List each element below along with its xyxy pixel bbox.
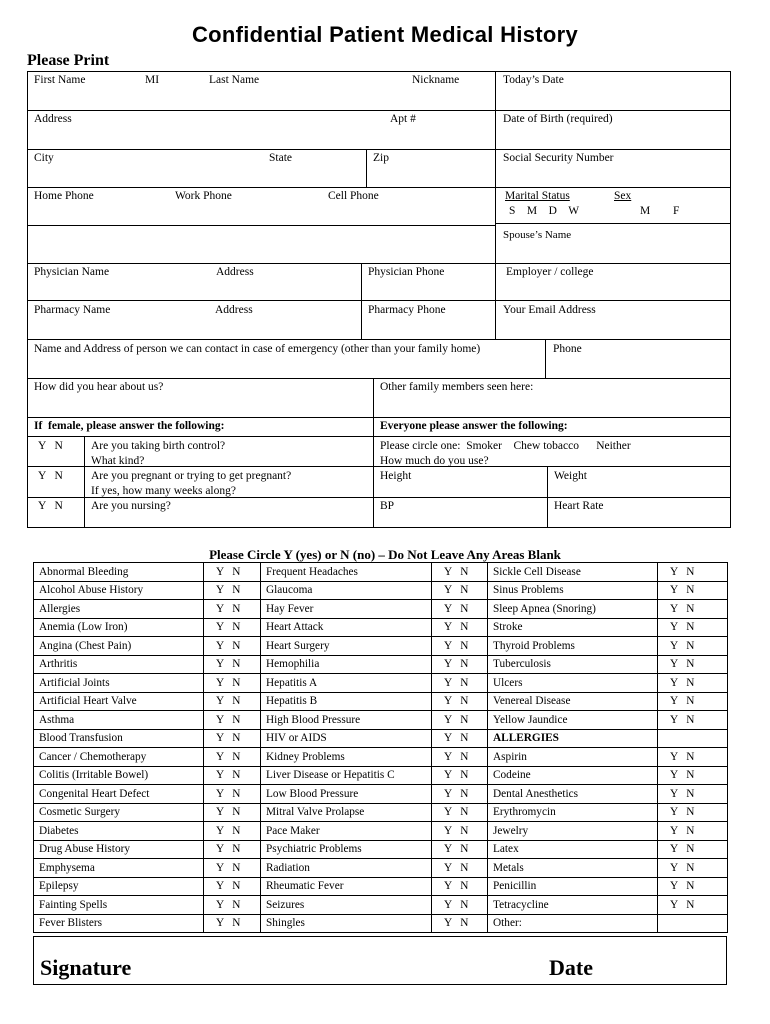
yes-no-circle[interactable]: Y N [658,896,728,915]
physician-phone-label: Physician Phone [368,266,445,278]
heart-rate-label: Heart Rate [554,500,604,512]
marital-status-label: Marital Status [505,190,570,202]
condition-name: Liver Disease or Hepatitis C [261,766,432,785]
how-much-question: How much do you use? [380,455,489,467]
yes-no-circle[interactable]: Y N [658,766,728,785]
table-row [34,600,728,619]
yes-no-circle[interactable]: Y N [204,600,261,619]
nursing-yn[interactable]: Y N [38,500,63,512]
condition-name: Anemia (Low Iron) [34,618,204,637]
condition-name: HIV or AIDS [261,729,432,748]
yes-no-circle[interactable]: Y N [432,785,488,804]
condition-name: Rheumatic Fever [261,877,432,896]
apt-label: Apt # [390,113,416,125]
email-label: Your Email Address [503,304,596,316]
condition-name: Artificial Heart Valve [34,692,204,711]
yes-no-circle[interactable]: Y N [204,766,261,785]
condition-name: Heart Surgery [261,637,432,656]
birth-control-yn[interactable]: Y N [38,440,63,452]
yes-no-circle[interactable]: Y N [204,859,261,878]
condition-name: Tetracycline [488,896,658,915]
pregnant-question: Are you pregnant or trying to get pregnant? [91,470,292,482]
pregnant-yn[interactable]: Y N [38,470,63,482]
condition-name: Fever Blisters [34,914,204,933]
condition-name: Sickle Cell Disease [488,563,658,582]
zip-label: Zip [373,152,389,164]
condition-name: Colitis (Irritable Bowel) [34,766,204,785]
table-row [34,729,728,748]
table-row [34,748,728,767]
yes-no-circle[interactable]: Y N [204,563,261,582]
condition-name: Mitral Valve Prolapse [261,803,432,822]
yes-no-circle[interactable]: Y N [658,748,728,767]
yes-no-circle[interactable]: Y N [204,692,261,711]
smoker-question: Please circle one: Smoker Chew tobacco Neither [380,440,631,452]
nickname-label: Nickname [412,74,460,86]
yes-no-circle[interactable]: Y N [658,581,728,600]
dob-label: Date of Birth (required) [503,113,613,125]
yes-no-circle[interactable]: Y N [204,822,261,841]
yes-no-circle[interactable]: Y N [658,637,728,656]
condition-name: Blood Transfusion [34,729,204,748]
condition-name: High Blood Pressure [261,711,432,730]
cell-phone-label: Cell Phone [328,190,379,202]
condition-name: Latex [488,840,658,859]
yes-no-circle[interactable]: Y N [658,563,728,582]
condition-name: Psychiatric Problems [261,840,432,859]
condition-name: Codeine [488,766,658,785]
yes-no-circle[interactable]: Y N [204,637,261,656]
hear-about-us-label: How did you hear about us? [34,381,164,393]
condition-name: Dental Anesthetics [488,785,658,804]
todays-date-label: Today’s Date [503,74,564,86]
condition-name: Thyroid Problems [488,637,658,656]
condition-name: Pace Maker [261,822,432,841]
yes-no-circle[interactable]: Y N [658,692,728,711]
condition-name: Angina (Chest Pain) [34,637,204,656]
condition-name: Seizures [261,896,432,915]
yes-no-circle[interactable]: Y N [432,896,488,915]
condition-name: Penicillin [488,877,658,896]
signature-box [33,936,727,985]
conditions-table [33,562,728,933]
condition-name: ALLERGIES [488,729,658,748]
condition-name: Heart Attack [261,618,432,637]
emergency-contact-label: Name and Address of person we can contact in case of emergency (other than your family home) [34,343,481,355]
yes-no-circle[interactable]: Y N [432,822,488,841]
conditions-title: Please Circle Y (yes) or N (no) – Do Not Leave Any Areas Blank [209,547,561,562]
date-label: Date [549,955,593,980]
yes-no-circle[interactable]: Y N [658,618,728,637]
yes-no-circle[interactable]: Y N [432,655,488,674]
work-phone-label: Work Phone [175,190,232,202]
yes-no-circle[interactable]: Y N [658,711,728,730]
table-row [34,803,728,822]
table-row [34,785,728,804]
condition-name: Drug Abuse History [34,840,204,859]
table-row [34,766,728,785]
emergency-phone-label: Phone [553,343,582,355]
yes-no-circle[interactable]: Y N [204,729,261,748]
yes-no-circle[interactable]: Y N [432,877,488,896]
address-label: Address [34,113,72,125]
yes-no-circle[interactable]: Y N [204,896,261,915]
family-members-label: Other family members seen here: [380,381,534,393]
yes-no-circle[interactable]: Y N [432,840,488,859]
yes-no-circle[interactable]: Y N [658,600,728,619]
condition-name: Epilepsy [34,877,204,896]
condition-name: Glaucoma [261,581,432,600]
yes-no-circle[interactable]: Y N [658,840,728,859]
everyone-section-header: Everyone please answer the following: [380,420,568,432]
yes-no-circle[interactable]: Y N [204,877,261,896]
table-row [34,859,728,878]
female-section-header: If female, please answer the following: [34,420,225,432]
yes-no-circle [658,914,728,933]
bp-label: BP [380,500,395,512]
state-label: State [269,152,292,164]
condition-name: Yellow Jaundice [488,711,658,730]
pharmacy-address-label: Address [215,304,253,316]
condition-name: Ulcers [488,674,658,693]
signature-label: Signature [40,955,132,980]
home-phone-label: Home Phone [34,190,94,202]
yes-no-circle[interactable]: Y N [432,581,488,600]
yes-no-circle[interactable]: Y N [432,711,488,730]
yes-no-circle[interactable]: Y N [204,674,261,693]
city-label: City [34,152,54,164]
weeks-along-question: If yes, how many weeks along? [91,485,236,497]
condition-name: Shingles [261,914,432,933]
condition-name: Congenital Heart Defect [34,785,204,804]
table-row [34,877,728,896]
yes-no-circle[interactable]: Y N [204,618,261,637]
what-kind-question: What kind? [91,455,145,467]
condition-name: Abnormal Bleeding [34,563,204,582]
please-print-label: Please Print [27,52,110,69]
table-row [34,692,728,711]
condition-name: Cosmetic Surgery [34,803,204,822]
condition-name: Arthritis [34,655,204,674]
yes-no-circle[interactable]: Y N [432,618,488,637]
birth-control-question: Are you taking birth control? [91,440,226,452]
condition-name: Hepatitis B [261,692,432,711]
condition-name: Cancer / Chemotherapy [34,748,204,767]
condition-name: Artificial Joints [34,674,204,693]
table-row [34,674,728,693]
page-title: Confidential Patient Medical History [191,22,579,47]
yes-no-circle[interactable]: Y N [204,748,261,767]
condition-name: Frequent Headaches [261,563,432,582]
condition-name: Sinus Problems [488,581,658,600]
yes-no-circle[interactable]: Y N [432,729,488,748]
table-row [34,711,728,730]
yes-no-circle[interactable]: Y N [204,803,261,822]
table-row [34,637,728,656]
mi-label: MI [145,74,160,86]
last-name-label: Last Name [209,74,260,86]
table-row [34,914,728,933]
condition-name: Jewelry [488,822,658,841]
table-row [34,655,728,674]
sex-option-m: M [640,205,651,217]
employer-label: Employer / college [506,266,594,278]
condition-name: Fainting Spells [34,896,204,915]
weight-label: Weight [554,470,587,482]
yes-no-circle[interactable]: Y N [204,655,261,674]
yes-no-circle[interactable]: Y N [658,822,728,841]
yes-no-circle[interactable]: Y N [658,785,728,804]
yes-no-circle[interactable]: Y N [432,600,488,619]
yes-no-circle[interactable]: Y N [204,785,261,804]
table-row [34,896,728,915]
sex-label: Sex [614,190,632,202]
condition-name: Allergies [34,600,204,619]
condition-name: Emphysema [34,859,204,878]
condition-name: Other: [488,914,658,933]
condition-name: Tuberculosis [488,655,658,674]
physician-name-label: Physician Name [34,266,110,278]
ssn-label: Social Security Number [503,152,614,164]
yes-no-circle [658,729,728,748]
yes-no-circle[interactable]: Y N [432,803,488,822]
yes-no-circle[interactable]: Y N [204,840,261,859]
yes-no-circle[interactable]: Y N [432,748,488,767]
condition-name: Sleep Apnea (Snoring) [488,600,658,619]
pharmacy-name-label: Pharmacy Name [34,304,111,316]
condition-name: Hepatitis A [261,674,432,693]
yes-no-circle[interactable]: Y N [658,803,728,822]
condition-name: Metals [488,859,658,878]
marital-status-options: S M D W [509,205,580,217]
condition-name: Venereal Disease [488,692,658,711]
condition-name: Stroke [488,618,658,637]
yes-no-circle[interactable]: Y N [432,674,488,693]
yes-no-circle[interactable]: Y N [658,674,728,693]
yes-no-circle[interactable]: Y N [432,859,488,878]
yes-no-circle[interactable]: Y N [204,711,261,730]
condition-name: Radiation [261,859,432,878]
table-row [34,581,728,600]
table-row [34,563,728,582]
yes-no-circle[interactable]: Y N [204,581,261,600]
yes-no-circle[interactable]: Y N [658,859,728,878]
nursing-question: Are you nursing? [91,500,171,512]
condition-name: Alcohol Abuse History [34,581,204,600]
height-label: Height [380,470,412,482]
sex-option-f: F [673,205,680,217]
condition-name: Hay Fever [261,600,432,619]
condition-name: Diabetes [34,822,204,841]
condition-name: Asthma [34,711,204,730]
pharmacy-phone-label: Pharmacy Phone [368,304,446,316]
yes-no-circle[interactable]: Y N [658,877,728,896]
yes-no-circle[interactable]: Y N [658,655,728,674]
first-name-label: First Name [34,74,86,86]
table-row [34,618,728,637]
condition-name: Hemophilia [261,655,432,674]
condition-name: Low Blood Pressure [261,785,432,804]
yes-no-circle[interactable]: Y N [432,914,488,933]
yes-no-circle[interactable]: Y N [432,563,488,582]
yes-no-circle[interactable]: Y N [432,692,488,711]
yes-no-circle[interactable]: Y N [204,914,261,933]
table-row [34,840,728,859]
yes-no-circle[interactable]: Y N [432,637,488,656]
condition-name: Kidney Problems [261,748,432,767]
condition-name: Aspirin [488,748,658,767]
yes-no-circle[interactable]: Y N [432,766,488,785]
condition-name: Erythromycin [488,803,658,822]
physician-address-label: Address [216,266,254,278]
spouse-name-label: Spouse’s Name [503,229,572,241]
table-row [34,822,728,841]
